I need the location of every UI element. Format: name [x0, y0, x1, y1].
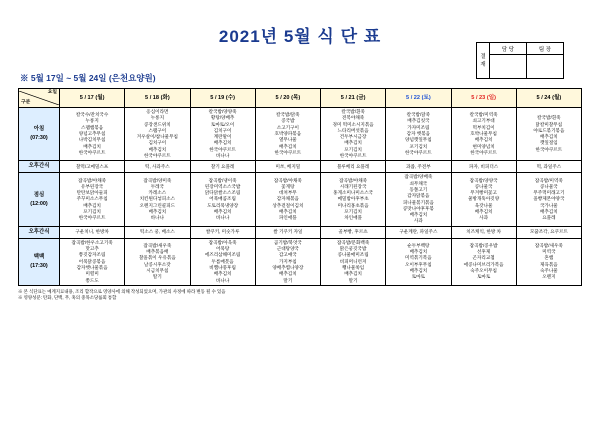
cell-afternoon-snack-2: 쌀쿠키, 미숫가루: [190, 226, 255, 238]
cell-breakfast-7: 칼국밥/흰죽 닭칼미찰무침 야로드볶기볶음 배추김치 깻잎절임 한국야쿠르트: [516, 108, 581, 161]
cell-lunch-0: 잡곡밥/야채죽 유부된장국 탄탄보닭아둘피 주꾸미소스무침 배추김치 포기김치 한국야쿠르트: [60, 173, 125, 226]
cell-morning-snack-0: 찰떡/고메밀스프: [60, 161, 125, 173]
menu-table-body: [19, 108, 582, 286]
day-header-2: 5 / 19 (수): [190, 89, 255, 108]
cell-morning-snack-2: 찰기 요플레: [190, 161, 255, 173]
cell-afternoon-snack-7: 모꿈조각, 요쿠르트: [516, 226, 581, 238]
cell-lunch-3: 잡곡밥/야채죽 꽃게탕 데쳐부무 감자채볶음 상추겉절이김치 배추김치 파인애플: [255, 173, 320, 226]
table-row-afternoon-snack: [19, 226, 582, 238]
day-header-5: 5 / 22 (토): [386, 89, 451, 108]
cell-dinner-2: 잡곡밥/아욱죽 어묵탕 에즈리삼해미조림 두릅매봇음 비쨈냐풍후림 배추김치 바나나: [190, 238, 255, 285]
table-row-morning-snack: [19, 161, 582, 173]
approval-label-char-2: 재: [480, 61, 486, 68]
cell-breakfast-0: 칼국수/잔치국수 누룽지 스팸햄볶음 양념고추무침 나박김치무침 배추김치 한국야쿠르트: [60, 108, 125, 161]
footnote-2: ※ 영양성분: 탄화, 단백, 무, 혹의 중목소당률회 통합: [18, 295, 117, 301]
cell-afternoon-snack-5: 구운계란, 파일주스: [386, 226, 451, 238]
corner-header: [19, 89, 60, 108]
footnotes: [18, 289, 582, 301]
day-header-4: 5 / 21 (금): [321, 89, 386, 108]
cell-breakfast-5: 칼국밥/닭죽 배추김칫국 가자미조림 감자 햇볶음 양념깻잎무침 포기김치 한국야쿠르트: [386, 108, 451, 161]
cell-afternoon-snack-4: 골부빵, 후르츠: [321, 226, 386, 238]
cell-morning-snack-1: 떡, 사과주스: [125, 161, 190, 173]
header-row: [19, 89, 582, 108]
cell-breakfast-1: 옹심이라면 누룽지 콩장샌드위치 스팸구이 겨우살이/참나물무침 김치구이 배추김치 한국야쿠르트: [125, 108, 190, 161]
cell-lunch-5: 잡곡밥/양배죽 쇠무채국 동쫄고기 감자닭볶음 피나물볶기볶음 콩맛나야후후볶 배추김치 사과: [386, 173, 451, 226]
cell-dinner-7: 잡곡밥/새우죽 미역국 혼햄 제육볶음 숙주나물 오렌지: [516, 238, 581, 285]
approval-sign-row: [477, 55, 564, 79]
cell-breakfast-3: 칼국밥/닭죽 콩국밥 소고기구이 호박양파볶음 열무나물 배추김치 한국야쿠르트: [255, 108, 320, 161]
cell-afternoon-snack-6: 치즈케익, 한방 차: [451, 226, 516, 238]
meal-label-morning-snack: 오후간식: [19, 161, 60, 173]
cell-dinner-6: 잡곡밥/콩우밥 선후제 곤자리교첩 애콩나미브리가복음 숙주오이무침 토마토: [451, 238, 516, 285]
cell-lunch-6: 잡곡밥/양양국 콩나물국 무겨빵미꽃고 쑬방개뚝아깃양 육갓나물 배추김치 사과: [451, 173, 516, 226]
cell-lunch-1: 잡곡밥/양미죽 두레국 카레소스 치킨튄다넣피소스 오렌지그린콜피드 배추김치 바나나: [125, 173, 190, 226]
approval-sign-manager[interactable]: [527, 55, 564, 79]
page-title: 2021년 5월 식 단 표: [218, 27, 382, 46]
title-row: [18, 0, 582, 68]
approval-header-manager: 팀 장: [527, 43, 564, 55]
day-header-1: 5 / 18 (화): [125, 89, 190, 108]
cell-lunch-2: 잡곡밥/냉이죽 된장미역소스국밥 닭다닭쌀소스조림 어묵매콤조림 도토리묵냉양장 배추김치 바나나: [190, 173, 255, 226]
cell-breakfast-2: 칼국밥/양양죽 황탕/양배추 토마토/오이 김치구이 계란말이 배추김치 한국야쿠르트 바나나: [190, 108, 255, 161]
cell-dinner-0: 잡곡밥/한우소고기죽 맛고추 쫑깃감자조림 어묵닭콩볶음 감자햇나물볶음 미렬미 쫑드도: [60, 238, 125, 285]
cell-morning-snack-7: 떡, 과일주스: [516, 161, 581, 173]
approval-header-staff: 담 당: [490, 43, 527, 55]
menu-table-head: [19, 89, 582, 108]
cell-dinner-1: 잡곡밥/새우죽 배추볶음배 찰올볶이 우유볶음 날콩시후소갓 시금치무침 딸기: [125, 238, 190, 285]
cell-morning-snack-4: 블루베리 요플레: [321, 161, 386, 173]
cell-breakfast-6: 칼국밥/미역죽 쇠고기부대 떡부치김이 호박나물무침 배추김치 현미양념치 한국야쿠르트: [451, 108, 516, 161]
approval-label-char-1: 결: [480, 53, 486, 60]
approval-box: [476, 42, 564, 79]
cell-breakfast-4: 칼국밥/흰죽 전복야채죽 경미 떡미소시지볶음 느타리버섯볶음 건두부시금장 배추김치 포기김치 한국야쿠르트: [321, 108, 386, 161]
period-note: ※ 5월 17일 ~ 5월 24일 (은천요양원): [20, 73, 156, 83]
day-header-7: 5 / 24 (월): [516, 89, 581, 108]
cell-afternoon-snack-1: 떡소스 쿵, 배소스: [125, 226, 190, 238]
approval-sign-staff[interactable]: [490, 55, 527, 79]
cell-afternoon-snack-0: 구운치니, 한방차: [60, 226, 125, 238]
meal-label-afternoon-snack: 오후간식: [19, 226, 60, 238]
cell-dinner-4: 잡곡밥/문화백죽 맑은쿵깃국밥 콩나물매미조림 비피머니런져 쨍나물쑥임 배추김치 딸기: [321, 238, 386, 285]
approval-header-row: [477, 43, 564, 55]
table-row-breakfast: [19, 108, 582, 161]
cell-morning-snack-5: 과즙, 주전부: [386, 161, 451, 173]
day-header-3: 5 / 20 (목): [255, 89, 320, 108]
cell-dinner-5: 순두부백탕 배추김치 미역볶기복음 오이부후무침 배추김치 토마토: [386, 238, 451, 285]
day-header-6: 5 / 23 (일): [451, 89, 516, 108]
table-row-dinner: [19, 238, 582, 285]
cell-lunch-7: 잡곡밥/미역죽 콩나물국 무주먹미래고기 올빵제본야양국 국가나물 배추김치 요플레: [516, 173, 581, 226]
cell-dinner-3: 곰기밥/북엇국 근대탕양국 감고얘국 가지부침 양배추찜나양장 배추김치 딸기: [255, 238, 320, 285]
cell-afternoon-snack-3: 쌀 기쿠키 자일: [255, 226, 320, 238]
approval-label: [477, 43, 490, 79]
cell-lunch-4: 잡곡밥/야채죽 시래기된장국 홍게소미나미소스국 메밀밤아후부초 미나리홍초볶음 포기김치 차인애플: [321, 173, 386, 226]
corner-label-day: 요일: [47, 90, 57, 95]
corner-label-category: 구분: [21, 99, 31, 105]
cell-morning-snack-3: 미쏘, 베지밀: [255, 161, 320, 173]
meal-label-breakfast: 아침 (07:30): [19, 108, 60, 161]
footnote-1: ※ 본 식단표는 예계지료내용, 조리 합작으로 영양사에 의해 작성되었으며, 가관의 사정에 따라 변동 될 수 있음: [18, 288, 226, 294]
meal-label-lunch: 점심 (12:00): [19, 173, 60, 226]
meal-label-dinner: 백백 (17:30): [19, 238, 60, 285]
table-row-lunch: [19, 173, 582, 226]
cell-morning-snack-6: 파자, 비피더스: [451, 161, 516, 173]
day-header-0: 5 / 17 (월): [60, 89, 125, 108]
menu-table: [18, 88, 582, 286]
